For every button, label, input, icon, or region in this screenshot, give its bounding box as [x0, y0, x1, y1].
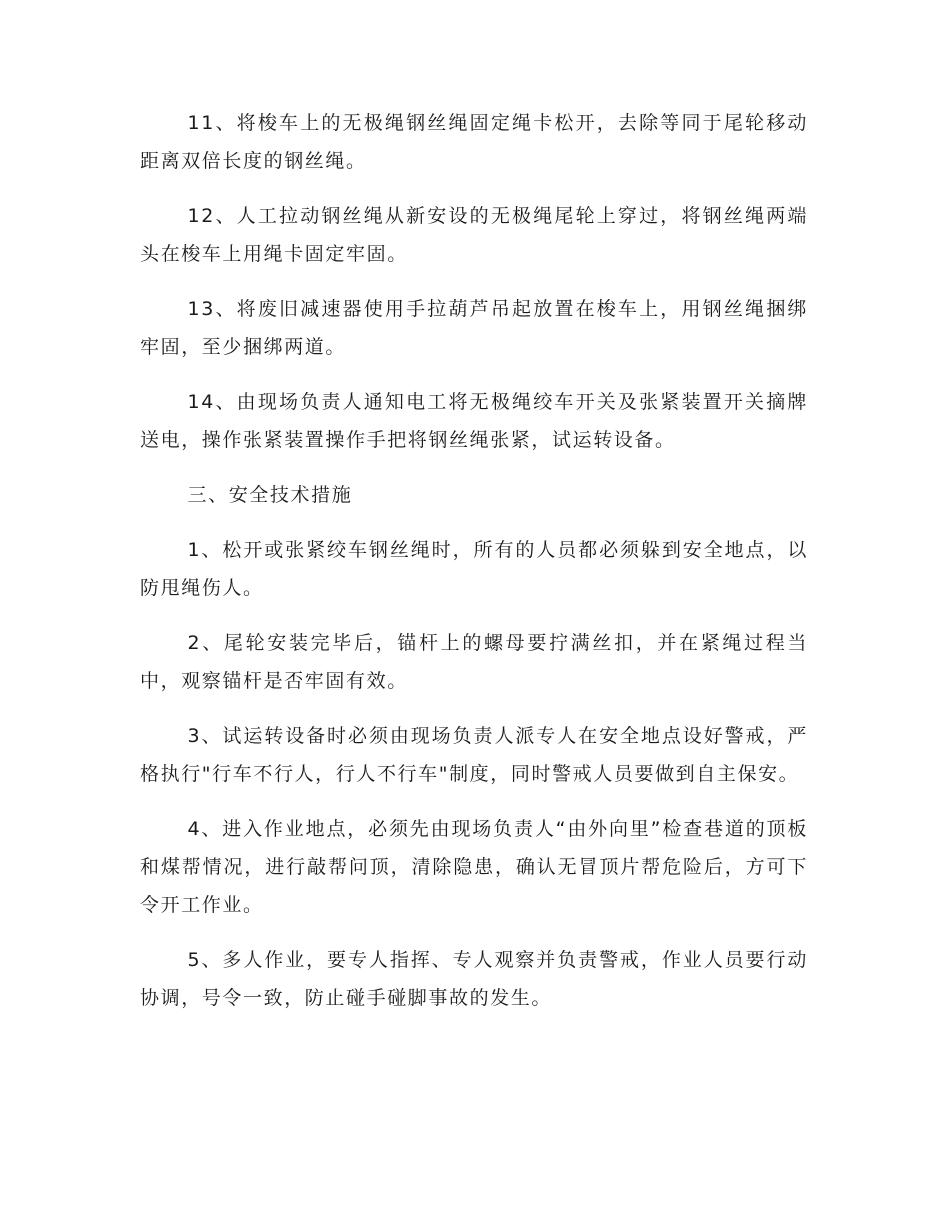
step-12-paragraph: 12、人工拉动钢丝绳从新安设的无极绳尾轮上穿过，将钢丝绳两端头在梭车上用绳卡固定牢固。: [140, 205, 808, 265]
document-body: [140, 104, 808, 1034]
measure-4-paragraph: 4、进入作业地点，必须先由现场负责人“由外向里”检查巷道的顶板和煤帮情况，进行敲帮问顶，清除隐患，确认无冒顶片帮危险后，方可下令开工作业。: [140, 818, 808, 916]
section-heading: 三、安全技术措施: [187, 484, 353, 506]
step-11-paragraph: 11、将梭车上的无极绳钢丝绳固定绳卡松开，去除等同于尾轮移动距离双倍长度的钢丝绳。: [140, 112, 808, 172]
measure-5-paragraph: 5、多人作业，要专人指挥、专人观察并负责警戒，作业人员要行动协调，号令一致，防止碰手碰脚事故的发生。: [140, 949, 808, 1009]
step-13-paragraph: 13、将废旧减速器使用手拉葫芦吊起放置在梭车上，用钢丝绳捆绑牢固，至少捆绑两道。: [140, 298, 808, 358]
measure-2-paragraph: 2、尾轮安装完毕后，锚杆上的螺母要拧满丝扣，并在紧绳过程当中，观察锚杆是否牢固有效。: [140, 632, 808, 692]
step-14-paragraph: 14、由现场负责人通知电工将无极绳绞车开关及张紧装置开关摘牌送电，操作张紧装置操作手把将钢丝绳张紧，试运转设备。: [140, 391, 808, 451]
measure-1-paragraph: 1、松开或张紧绞车钢丝绳时，所有的人员都必须躲到安全地点，以防甩绳伤人。: [140, 539, 808, 599]
measure-3-paragraph: 3、试运转设备时必须由现场负责人派专人在安全地点设好警戒，严格执行"行车不行人，行人不行车"制度，同时警戒人员要做到自主保安。: [140, 725, 808, 785]
